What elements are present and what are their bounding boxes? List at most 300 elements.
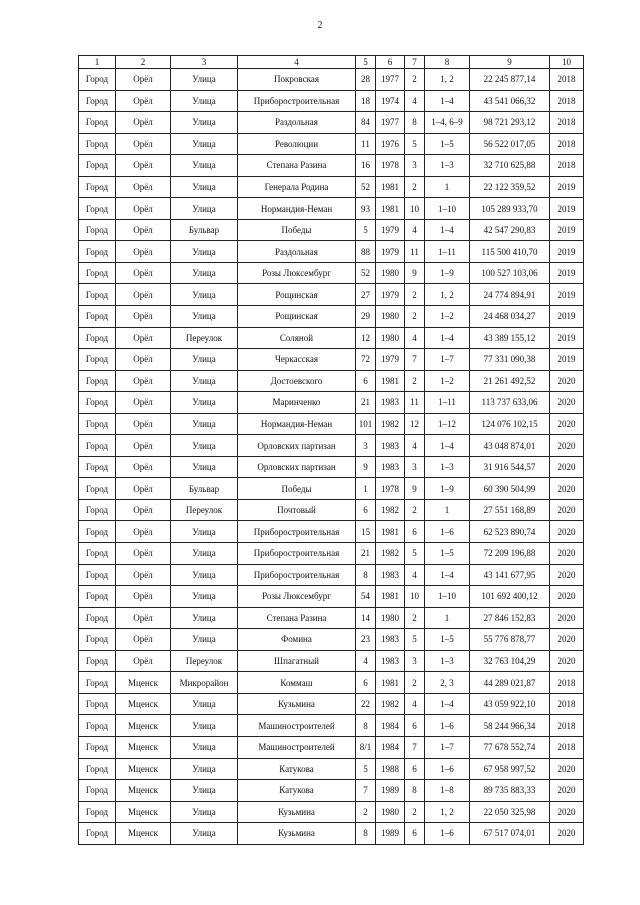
cost-cell: 100 527 103,06	[470, 262, 550, 284]
elevator-numbers-cell: 1–11	[425, 392, 470, 414]
build-year-cell: 1984	[376, 715, 405, 737]
table-row	[79, 607, 584, 629]
cost-cell: 27 551 168,89	[470, 499, 550, 521]
street-name-cell: Черкасская	[238, 349, 356, 371]
house-number-cell: 18	[356, 90, 376, 112]
street-type-cell: Улица	[171, 715, 238, 737]
table-row	[79, 543, 584, 565]
street-name-cell: Степана Разина	[238, 155, 356, 177]
build-year-cell: 1983	[376, 629, 405, 651]
street-type-cell: Улица	[171, 155, 238, 177]
elevator-numbers-cell: 1–7	[425, 349, 470, 371]
elevator-numbers-cell: 1–2	[425, 306, 470, 328]
build-year-cell: 1976	[376, 133, 405, 155]
elevator-count-cell: 4	[405, 435, 425, 457]
table-row	[79, 112, 584, 134]
elevator-numbers-cell: 1–5	[425, 629, 470, 651]
street-name-cell: Приборостроительная	[238, 564, 356, 586]
cost-cell: 22 122 359,52	[470, 176, 550, 198]
cost-cell: 101 692 400,12	[470, 586, 550, 608]
house-number-cell: 6	[356, 499, 376, 521]
elevator-count-cell: 12	[405, 413, 425, 435]
build-year-cell: 1980	[376, 607, 405, 629]
cost-cell: 113 737 633,06	[470, 392, 550, 414]
settlement-name-cell: Орёл	[116, 112, 171, 134]
elevator-numbers-cell: 1–11	[425, 241, 470, 263]
year-cell: 2020	[550, 435, 584, 457]
settlement-type-cell: Город	[79, 586, 116, 608]
column-header: 9	[470, 56, 550, 69]
settlement-type-cell: Город	[79, 780, 116, 802]
settlement-name-cell: Орёл	[116, 499, 171, 521]
year-cell: 2018	[550, 69, 584, 91]
street-type-cell: Улица	[171, 69, 238, 91]
cost-cell: 32 710 625,88	[470, 155, 550, 177]
elevator-count-cell: 2	[405, 69, 425, 91]
settlement-type-cell: Город	[79, 543, 116, 565]
settlement-name-cell: Мценск	[116, 715, 171, 737]
street-name-cell: Почтовый	[238, 499, 356, 521]
house-number-cell: 72	[356, 349, 376, 371]
street-name-cell: Рощинская	[238, 284, 356, 306]
build-year-cell: 1983	[376, 564, 405, 586]
settlement-name-cell: Орёл	[116, 284, 171, 306]
build-year-cell: 1989	[376, 823, 405, 845]
settlement-name-cell: Мценск	[116, 672, 171, 694]
house-number-cell: 6	[356, 370, 376, 392]
settlement-type-cell: Город	[79, 219, 116, 241]
cost-cell: 43 541 066,32	[470, 90, 550, 112]
year-cell: 2018	[550, 90, 584, 112]
settlement-type-cell: Город	[79, 133, 116, 155]
elevator-count-cell: 2	[405, 370, 425, 392]
street-name-cell: Катукова	[238, 758, 356, 780]
column-header: 10	[550, 56, 584, 69]
cost-cell: 43 389 155,12	[470, 327, 550, 349]
cost-cell: 21 261 492,52	[470, 370, 550, 392]
elevator-count-cell: 9	[405, 478, 425, 500]
build-year-cell: 1982	[376, 499, 405, 521]
cost-cell: 72 209 196,88	[470, 543, 550, 565]
build-year-cell: 1983	[376, 650, 405, 672]
elevator-numbers-cell: 1–6	[425, 521, 470, 543]
settlement-type-cell: Город	[79, 349, 116, 371]
settlement-type-cell: Город	[79, 823, 116, 845]
build-year-cell: 1988	[376, 758, 405, 780]
year-cell: 2020	[550, 650, 584, 672]
settlement-name-cell: Орёл	[116, 241, 171, 263]
settlement-type-cell: Город	[79, 176, 116, 198]
build-year-cell: 1983	[376, 435, 405, 457]
cost-cell: 42 547 290,83	[470, 219, 550, 241]
column-header: 7	[405, 56, 425, 69]
street-type-cell: Улица	[171, 758, 238, 780]
elevator-numbers-cell: 1–4	[425, 327, 470, 349]
settlement-type-cell: Город	[79, 327, 116, 349]
street-type-cell: Улица	[171, 629, 238, 651]
elevator-numbers-cell: 1–12	[425, 413, 470, 435]
house-number-cell: 22	[356, 693, 376, 715]
elevator-count-cell: 3	[405, 650, 425, 672]
elevator-count-cell: 8	[405, 780, 425, 802]
elevator-numbers-cell: 1–6	[425, 715, 470, 737]
settlement-name-cell: Мценск	[116, 693, 171, 715]
house-number-cell: 5	[356, 219, 376, 241]
settlement-type-cell: Город	[79, 90, 116, 112]
table-row	[79, 586, 584, 608]
street-name-cell: Кузьмина	[238, 823, 356, 845]
street-name-cell: Фомина	[238, 629, 356, 651]
house-number-cell: 27	[356, 284, 376, 306]
house-number-cell: 52	[356, 262, 376, 284]
table-row	[79, 456, 584, 478]
street-type-cell: Улица	[171, 349, 238, 371]
street-type-cell: Улица	[171, 435, 238, 457]
house-number-cell: 88	[356, 241, 376, 263]
settlement-name-cell: Орёл	[116, 478, 171, 500]
build-year-cell: 1980	[376, 306, 405, 328]
street-name-cell: Машиностроителей	[238, 736, 356, 758]
year-cell: 2020	[550, 499, 584, 521]
table-row	[79, 672, 584, 694]
table-row	[79, 69, 584, 91]
column-header: 1	[79, 56, 116, 69]
table-row	[79, 693, 584, 715]
table-row	[79, 176, 584, 198]
year-cell: 2020	[550, 629, 584, 651]
settlement-type-cell: Город	[79, 306, 116, 328]
street-type-cell: Улица	[171, 133, 238, 155]
settlement-type-cell: Город	[79, 629, 116, 651]
settlement-name-cell: Орёл	[116, 219, 171, 241]
settlement-type-cell: Город	[79, 499, 116, 521]
settlement-type-cell: Город	[79, 672, 116, 694]
year-cell: 2020	[550, 478, 584, 500]
year-cell: 2018	[550, 112, 584, 134]
build-year-cell: 1981	[376, 521, 405, 543]
column-header: 6	[376, 56, 405, 69]
street-name-cell: Раздольная	[238, 241, 356, 263]
year-cell: 2020	[550, 370, 584, 392]
elevator-count-cell: 4	[405, 90, 425, 112]
build-year-cell: 1981	[376, 370, 405, 392]
settlement-name-cell: Мценск	[116, 823, 171, 845]
settlement-type-cell: Город	[79, 650, 116, 672]
elevator-count-cell: 2	[405, 176, 425, 198]
settlement-type-cell: Город	[79, 521, 116, 543]
house-number-cell: 23	[356, 629, 376, 651]
cost-cell: 124 076 102,15	[470, 413, 550, 435]
street-name-cell: Покровская	[238, 69, 356, 91]
year-cell: 2020	[550, 823, 584, 845]
elevator-count-cell: 4	[405, 693, 425, 715]
cost-cell: 60 390 504,99	[470, 478, 550, 500]
cost-cell: 31 916 544,57	[470, 456, 550, 478]
house-number-cell: 3	[356, 435, 376, 457]
year-cell: 2019	[550, 327, 584, 349]
settlement-name-cell: Орёл	[116, 349, 171, 371]
house-number-cell: 54	[356, 586, 376, 608]
elevator-count-cell: 2	[405, 284, 425, 306]
build-year-cell: 1979	[376, 219, 405, 241]
settlement-name-cell: Орёл	[116, 586, 171, 608]
elevator-numbers-cell: 1–9	[425, 478, 470, 500]
street-name-cell: Приборостроительная	[238, 521, 356, 543]
elevator-count-cell: 6	[405, 823, 425, 845]
table-row	[79, 780, 584, 802]
table-row	[79, 241, 584, 263]
elevator-numbers-cell: 1, 2	[425, 284, 470, 306]
cost-cell: 58 244 966,34	[470, 715, 550, 737]
year-cell: 2018	[550, 715, 584, 737]
settlement-name-cell: Орёл	[116, 564, 171, 586]
elevator-count-cell: 2	[405, 801, 425, 823]
year-cell: 2020	[550, 564, 584, 586]
table-row	[79, 823, 584, 845]
house-number-cell: 84	[356, 112, 376, 134]
year-cell: 2019	[550, 349, 584, 371]
settlement-name-cell: Орёл	[116, 327, 171, 349]
house-number-cell: 2	[356, 801, 376, 823]
table-row	[79, 219, 584, 241]
build-year-cell: 1983	[376, 392, 405, 414]
house-number-cell: 29	[356, 306, 376, 328]
street-name-cell: Орловских партизан	[238, 456, 356, 478]
settlement-name-cell: Мценск	[116, 780, 171, 802]
table-row	[79, 370, 584, 392]
table-row	[79, 198, 584, 220]
settlement-name-cell: Мценск	[116, 736, 171, 758]
cost-cell: 24 774 894,91	[470, 284, 550, 306]
elevator-count-cell: 6	[405, 715, 425, 737]
elevator-numbers-cell: 1–4	[425, 564, 470, 586]
street-type-cell: Улица	[171, 176, 238, 198]
elevator-numbers-cell: 1–5	[425, 543, 470, 565]
elevator-count-cell: 10	[405, 586, 425, 608]
elevator-count-cell: 3	[405, 155, 425, 177]
table-row	[79, 262, 584, 284]
house-number-cell: 15	[356, 521, 376, 543]
build-year-cell: 1981	[376, 198, 405, 220]
elevator-numbers-cell: 1–10	[425, 198, 470, 220]
street-type-cell: Улица	[171, 456, 238, 478]
cost-cell: 43 141 677,95	[470, 564, 550, 586]
page-number: 2	[317, 20, 323, 31]
table-row	[79, 90, 584, 112]
year-cell: 2020	[550, 413, 584, 435]
street-type-cell: Улица	[171, 112, 238, 134]
settlement-type-cell: Город	[79, 736, 116, 758]
cost-cell: 67 958 997,52	[470, 758, 550, 780]
column-header: 5	[356, 56, 376, 69]
elevator-count-cell: 8	[405, 112, 425, 134]
build-year-cell: 1980	[376, 262, 405, 284]
street-name-cell: Победы	[238, 478, 356, 500]
street-name-cell: Коммаш	[238, 672, 356, 694]
table-row	[79, 435, 584, 457]
cost-cell: 77 678 552,74	[470, 736, 550, 758]
settlement-type-cell: Город	[79, 693, 116, 715]
house-number-cell: 6	[356, 672, 376, 694]
settlement-name-cell: Орёл	[116, 90, 171, 112]
elevator-numbers-cell: 1–8	[425, 780, 470, 802]
elevator-count-cell: 7	[405, 736, 425, 758]
cost-cell: 89 735 883,33	[470, 780, 550, 802]
street-type-cell: Улица	[171, 564, 238, 586]
build-year-cell: 1981	[376, 176, 405, 198]
settlement-name-cell: Орёл	[116, 370, 171, 392]
elevator-numbers-cell: 1–4, 6–9	[425, 112, 470, 134]
year-cell: 2019	[550, 284, 584, 306]
table-row	[79, 736, 584, 758]
street-name-cell: Кузьмина	[238, 693, 356, 715]
house-number-cell: 16	[356, 155, 376, 177]
cost-cell: 77 331 090,38	[470, 349, 550, 371]
elevator-count-cell: 7	[405, 349, 425, 371]
house-number-cell: 8	[356, 564, 376, 586]
elevator-count-cell: 4	[405, 219, 425, 241]
build-year-cell: 1979	[376, 349, 405, 371]
cost-cell: 24 468 034,27	[470, 306, 550, 328]
build-year-cell: 1980	[376, 801, 405, 823]
house-number-cell: 28	[356, 69, 376, 91]
settlement-name-cell: Орёл	[116, 155, 171, 177]
settlement-type-cell: Город	[79, 456, 116, 478]
elevator-count-cell: 5	[405, 133, 425, 155]
elevator-numbers-cell: 1–5	[425, 133, 470, 155]
year-cell: 2020	[550, 758, 584, 780]
elevator-numbers-cell: 1–9	[425, 262, 470, 284]
build-year-cell: 1977	[376, 112, 405, 134]
settlement-type-cell: Город	[79, 262, 116, 284]
settlement-type-cell: Город	[79, 198, 116, 220]
street-type-cell: Переулок	[171, 327, 238, 349]
street-name-cell: Катукова	[238, 780, 356, 802]
settlement-name-cell: Орёл	[116, 435, 171, 457]
year-cell: 2019	[550, 176, 584, 198]
elevator-count-cell: 2	[405, 672, 425, 694]
cost-cell: 55 776 878,77	[470, 629, 550, 651]
table-body	[79, 69, 584, 845]
cost-cell: 32 763 104,29	[470, 650, 550, 672]
house-number-cell: 8	[356, 715, 376, 737]
street-type-cell: Улица	[171, 413, 238, 435]
settlement-name-cell: Орёл	[116, 69, 171, 91]
elevator-numbers-cell: 1	[425, 176, 470, 198]
cost-cell: 44 289 021,87	[470, 672, 550, 694]
year-cell: 2018	[550, 693, 584, 715]
elevator-numbers-cell: 1–6	[425, 823, 470, 845]
year-cell: 2020	[550, 521, 584, 543]
table-header-row	[79, 56, 584, 69]
settlement-type-cell: Город	[79, 155, 116, 177]
settlement-type-cell: Город	[79, 392, 116, 414]
year-cell: 2018	[550, 736, 584, 758]
table-row	[79, 715, 584, 737]
cost-cell: 105 289 933,70	[470, 198, 550, 220]
elevator-numbers-cell: 1–7	[425, 736, 470, 758]
table-row	[79, 478, 584, 500]
street-name-cell: Маринченко	[238, 392, 356, 414]
settlement-name-cell: Орёл	[116, 262, 171, 284]
street-type-cell: Переулок	[171, 499, 238, 521]
cost-cell: 62 523 890,74	[470, 521, 550, 543]
house-number-cell: 8	[356, 823, 376, 845]
settlement-type-cell: Город	[79, 801, 116, 823]
table-row	[79, 392, 584, 414]
cost-cell: 22 050 325,98	[470, 801, 550, 823]
elevator-numbers-cell: 1	[425, 607, 470, 629]
year-cell: 2019	[550, 262, 584, 284]
settlement-type-cell: Город	[79, 370, 116, 392]
build-year-cell: 1981	[376, 586, 405, 608]
cost-cell: 67 517 074,01	[470, 823, 550, 845]
settlement-type-cell: Город	[79, 69, 116, 91]
table-row	[79, 801, 584, 823]
settlement-name-cell: Орёл	[116, 629, 171, 651]
table-row	[79, 564, 584, 586]
elevator-numbers-cell: 1–3	[425, 456, 470, 478]
settlement-type-cell: Город	[79, 715, 116, 737]
elevator-count-cell: 5	[405, 543, 425, 565]
street-type-cell: Улица	[171, 693, 238, 715]
settlement-name-cell: Мценск	[116, 801, 171, 823]
column-header: 3	[171, 56, 238, 69]
elevator-count-cell: 2	[405, 306, 425, 328]
cost-cell: 22 245 877,14	[470, 69, 550, 91]
street-name-cell: Генерала Родина	[238, 176, 356, 198]
build-year-cell: 1980	[376, 327, 405, 349]
build-year-cell: 1982	[376, 693, 405, 715]
street-name-cell: Кузьмина	[238, 801, 356, 823]
year-cell: 2020	[550, 801, 584, 823]
build-year-cell: 1984	[376, 736, 405, 758]
elevator-numbers-cell: 1	[425, 499, 470, 521]
table-row	[79, 758, 584, 780]
table-row	[79, 650, 584, 672]
house-number-cell: 4	[356, 650, 376, 672]
column-header: 2	[116, 56, 171, 69]
street-name-cell: Розы Люксембург	[238, 262, 356, 284]
street-type-cell: Улица	[171, 736, 238, 758]
settlement-type-cell: Город	[79, 435, 116, 457]
house-number-cell: 5	[356, 758, 376, 780]
year-cell: 2019	[550, 306, 584, 328]
column-header: 8	[425, 56, 470, 69]
street-type-cell: Улица	[171, 780, 238, 802]
street-name-cell: Розы Люксембург	[238, 586, 356, 608]
elevator-numbers-cell: 1–3	[425, 155, 470, 177]
house-number-cell: 9	[356, 456, 376, 478]
year-cell: 2020	[550, 456, 584, 478]
elevator-numbers-cell: 1–4	[425, 435, 470, 457]
street-type-cell: Бульвар	[171, 219, 238, 241]
table-row	[79, 306, 584, 328]
elevator-numbers-cell: 1, 2	[425, 801, 470, 823]
year-cell: 2020	[550, 392, 584, 414]
street-name-cell: Рощинская	[238, 306, 356, 328]
year-cell: 2019	[550, 198, 584, 220]
settlement-name-cell: Орёл	[116, 133, 171, 155]
street-type-cell: Улица	[171, 306, 238, 328]
table-row	[79, 413, 584, 435]
street-type-cell: Улица	[171, 90, 238, 112]
year-cell: 2018	[550, 672, 584, 694]
elevator-numbers-cell: 1–4	[425, 219, 470, 241]
house-number-cell: 1	[356, 478, 376, 500]
elevator-numbers-cell: 2, 3	[425, 672, 470, 694]
elevator-count-cell: 4	[405, 327, 425, 349]
